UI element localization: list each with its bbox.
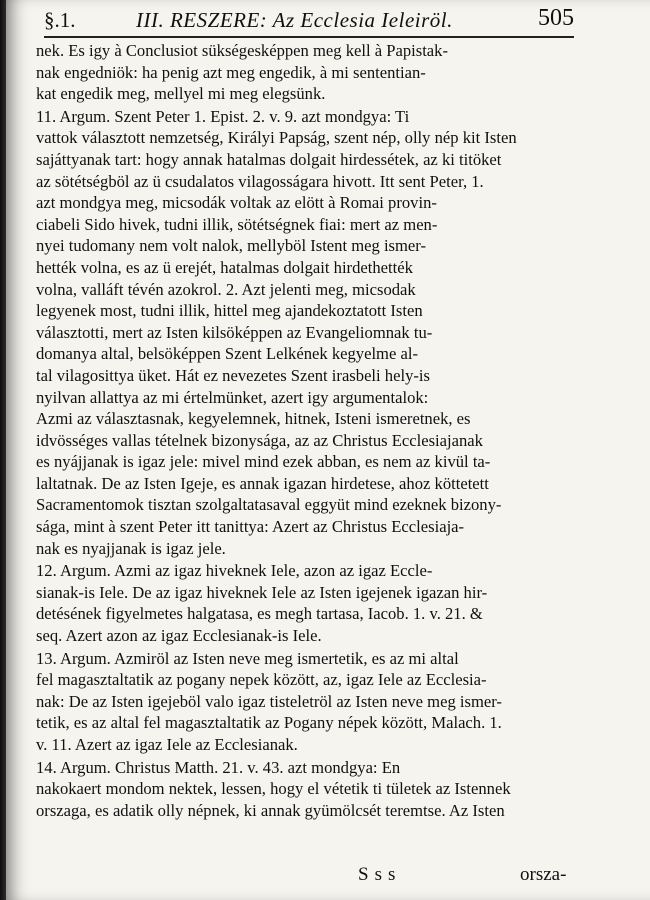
- page-number: 505: [538, 5, 574, 31]
- paragraph-argument-12: 12. Argum. Azmi az igaz hiveknek Iele, azon az igaz Eccle- sianak-is Iele. De az igaz hiveknek Iele az Isten igejenek igazan hir- detésének figyelmetes halgatasa, es megh tartasa, Iacob. 1. v. 21. & seq. Azert azon az igaz Ecclesianak-is Iele.: [36, 561, 488, 646]
- paragraph-argument-11: 11. Argum. Szent Peter 1. Epist. 2. v. 9. azt mondgya: Ti vattok választott nemzetség, Királyi Papság, szent nép, olly nép kit Isten sajáttyanak tart: hogy annak hatalmas dolgait hirdessétek, az ki titöket az sötétségböl az ü csudalatos vilagosságara hivott. Itt sent Peter, 1. azt mondgya meg, micsodák voltak az elött à Romai provin- ciabeli Sido hivek, tudni illik, sötétségnek fiai: mert az men- nyei tudomany nem volt nalok, mellyböl Istent meg ismer- hették volna, es az ü erejét, hatalmas dolgait hirdethették volna, valláft tévén azokrol. 2. Azt jelenti meg, micsodak legyenek most, tudni illik, hittel meg ajandekoztatott Isten választotti, mert az Isten kilsöképpen az Evangeliomnak tu- domanya altal, belsöképpen Szent Lelkének kegyelme al- tal vilagosittya üket. Hát ez nevezetes Szent irasbeli hely-is nyilvan allattya az mi értelmünket, azert igy argumentalok: Azmi az választasnak, kegyelemnek, hitnek, Isteni ismeretnek, es idvösséges vallas tételnek bizonysága, az az Christus Ecclesiajanak es nyájjanak is igaz jele: mivel mind ezek abban, es nem az kivül ta- laltatnak. De az Isten Igeje, es annak igazan hirdetese, ahoz köttetett Sacramentomok tisztan szolgaltatasaval eggyüt mind ezeknek bizony- sága, mint à szent Peter itt tanittya: Azert az Christus Ecclesiaja- nak es nyajjanak is igaz jele.: [36, 106, 517, 558]
- paragraph-argument-14: 14. Argum. Christus Matth. 21. v. 43. azt mondgya: En nakokaert mondom nektek, lessen, hogy el vétetik ti tületek az Istennek orszaga, es adatik olly népnek, ki annak gyümölcsét teremtse. Az Isten: [36, 757, 511, 820]
- signature-mark: Sss: [358, 864, 402, 885]
- paragraph-conclusion: nek. Es igy à Conclusiot sükségesképpen meg kell à Papistak- nak engedniök: ha penig azt meg engedik, à mi sententian- kat engedik meg, mellyel mi meg elegsünk.: [36, 41, 448, 104]
- page-footer: [6, 864, 650, 894]
- running-title: III. RESZERE: Az Ecclesia Ieleiröl.: [136, 8, 453, 32]
- running-header: [44, 6, 574, 38]
- page-body: [36, 40, 568, 821]
- book-page: [6, 0, 650, 900]
- section-mark: §.1.: [44, 8, 76, 32]
- catchword: orsza-: [520, 864, 567, 885]
- paragraph-argument-13: 13. Argum. Azmiröl az Isten neve meg ismertetik, es az mi altal fel magasztaltatik az pogany nepek között, az, igaz Iele az Ecclesia- nak: De az Isten igejeböl valo igaz tisteletröl az Isten neve meg ismer- tetik, es az altal fel magasztaltatik az Pogany népek között, Malach. 1. v. 11. Azert az igaz Iele az Ecclesianak.: [36, 648, 502, 754]
